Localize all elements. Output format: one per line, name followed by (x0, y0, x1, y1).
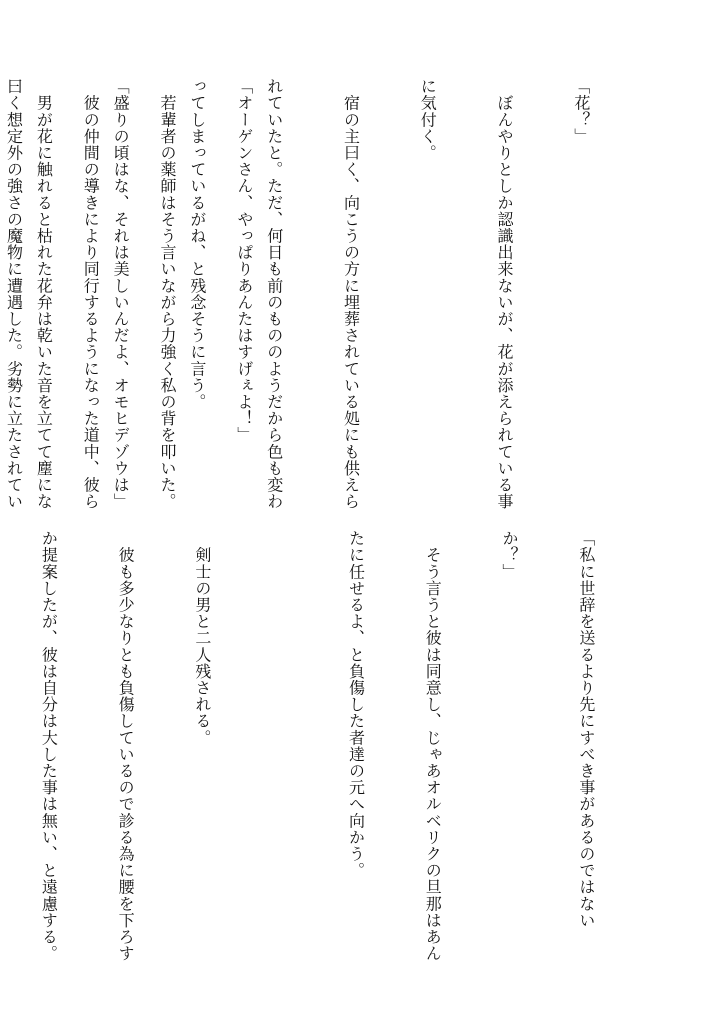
text-line: 「私に世辞を送るより先にすべき事があるのではない (576, 530, 596, 929)
text-line: か？」 (500, 530, 520, 580)
text-line: そう言うと彼は同意し、じゃあオルベリクの旦那はあん (423, 530, 443, 962)
text-line: 彼も多少なりとも負傷しているので診る為に腰を下ろす (116, 530, 136, 962)
text-line: 曰く想定外の強さの魔物に遭遇した。劣勢に立たされてい (4, 78, 24, 510)
text-line: 「花？」 (571, 78, 591, 145)
text-line: ぼんやりとしか認識出来ないが、花が添えられている事 (495, 78, 515, 510)
text-line: 剣士の男と二人残される。 (192, 530, 212, 746)
text-line (266, 530, 292, 960)
text-line: 「オーゲンさん、やっぱりあんたはすげぇよ！」 (234, 78, 254, 444)
text-line: 「盛りの頃はな、それは美しいんだよ、オモヒデゾウは」 (111, 78, 131, 510)
text-line: 男が花に触れると枯れた花弁は乾いた音を立てて塵にな (34, 78, 54, 510)
text-line: ってしまっているがね、と残念そうに言う。 (187, 78, 207, 410)
text-line: 若輩者の薬師はそう言いながら力強く私の背を叩いた。 (158, 78, 178, 510)
text-line: に気付く。 (418, 78, 438, 161)
text-block-bottom (39, 530, 650, 962)
text-line: 宿の主曰く、向こうの方に埋葬されている処にも供えら (341, 78, 361, 510)
text-line: れていたと。ただ、何日も前のもののようだから色も変わ (264, 78, 284, 510)
text-line: 彼の仲間の導きにより同行するようになった道中、彼ら (81, 78, 101, 510)
text-line: たに任せるよ、と負傷した者達の元へ向かう。 (346, 530, 366, 879)
text-line: か提案したが、彼は自分は大した事は無い、と遠慮する。 (39, 530, 59, 962)
